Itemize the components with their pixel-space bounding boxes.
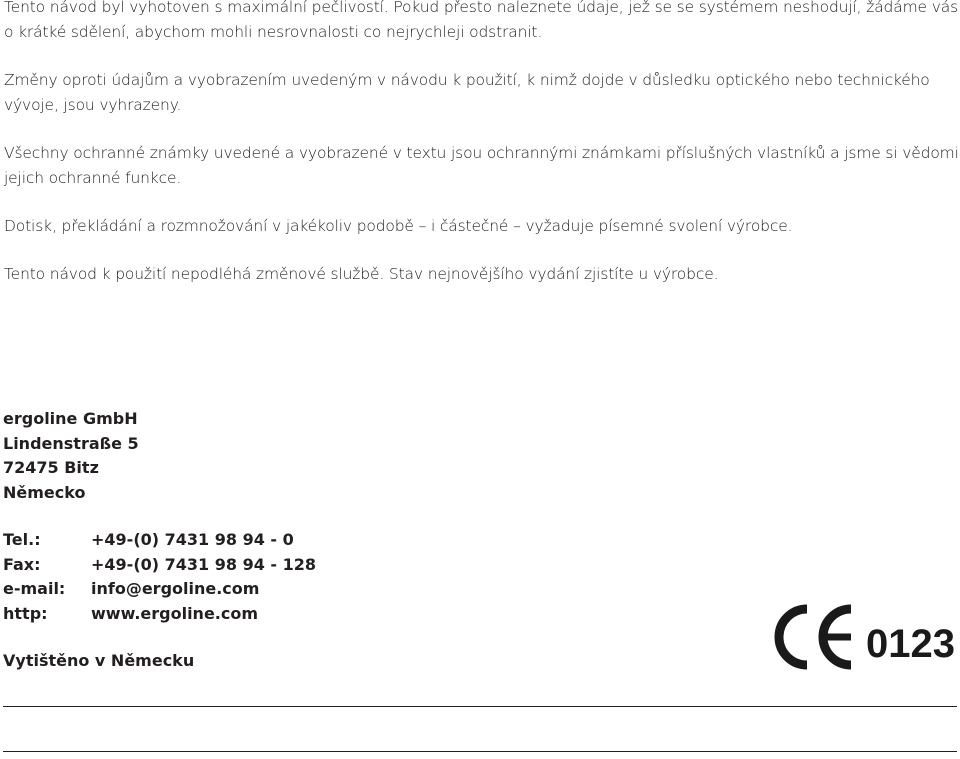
contact-row-fax <box>3 553 316 578</box>
notified-body-number: 0123 <box>866 622 955 666</box>
text-line: jejich ochranné funkce. <box>4 169 182 187</box>
contact-row-web <box>3 602 316 627</box>
reprint-paragraph <box>4 214 956 239</box>
intro-paragraph <box>4 0 956 45</box>
text-line: Dotisk, překládání a rozmnožování v jakékoliv podobě – i částečné – vyžaduje písemné svolení výrobce. <box>4 217 793 235</box>
divider-line <box>3 706 957 707</box>
text-line: Tento návod byl vyhotoven s maximální pečlivostí. Pokud přesto naleznete údaje, jež se se systémem neshodují, žádáme vás <box>4 0 958 16</box>
text-line: Tento návod k použití nepodléhá změnové službě. Stav nejnovějšího vydání zjistíte u výrobce. <box>4 265 719 283</box>
text-line: o krátké sdělení, abychom mohli nesrovnalosti co nejrychleji odstranit. <box>4 23 543 41</box>
company-name: ergoline GmbH <box>3 409 138 428</box>
fax-value: +49-(0) 7431 98 94 - 128 <box>91 554 317 574</box>
contact-label: http: <box>3 603 48 623</box>
text-line: Změny oproti údajům a vyobrazením uvedeným v návodu k použití, k nimž dojde v důsledku optického nebo technického <box>4 71 930 89</box>
contact-block <box>3 528 316 626</box>
email-value: info@ergoline.com <box>91 579 260 598</box>
ce-mark-logo <box>774 604 960 670</box>
street: Lindenstraße 5 <box>3 433 139 453</box>
divider-line <box>3 751 957 752</box>
contact-row-email <box>3 577 316 602</box>
manufacturer-address <box>3 407 139 505</box>
trademarks-paragraph <box>4 141 959 191</box>
ce-c-letter <box>779 609 807 665</box>
city: 72475 Bitz <box>3 458 99 477</box>
text-line: Všechny ochranné známky uvedené a vyobrazené v textu jsou ochrannými známkami příslušných vlastníků a jsme si vědomi <box>4 144 959 162</box>
contact-label: Tel.: <box>3 530 41 549</box>
changes-paragraph <box>4 68 956 118</box>
contact-label: Fax: <box>3 554 41 574</box>
contact-label: e-mail: <box>3 579 66 598</box>
contact-row-phone <box>3 528 316 553</box>
country: Německo <box>3 482 86 502</box>
printed-in-note: Vytištěno v Německu <box>3 651 195 670</box>
text-line: vývoje, jsou vyhrazeny. <box>4 96 182 114</box>
web-value: www.ergoline.com <box>91 603 259 623</box>
update-service-paragraph <box>4 262 956 287</box>
phone-value: +49-(0) 7431 98 94 - 0 <box>91 530 294 549</box>
